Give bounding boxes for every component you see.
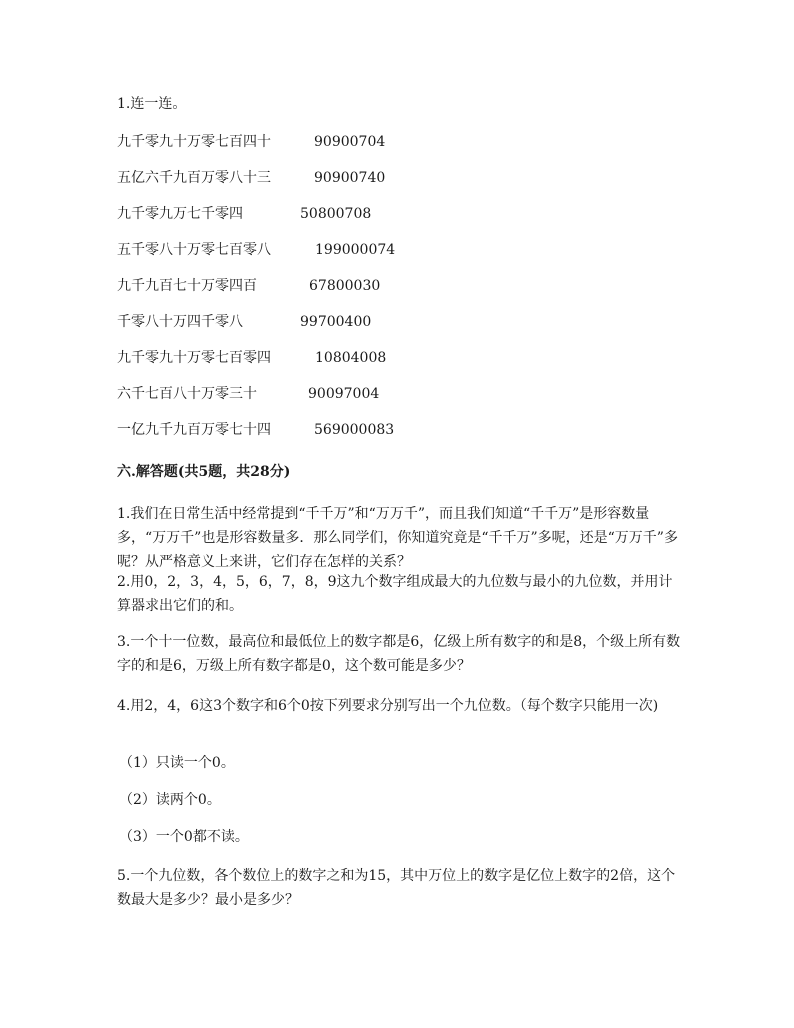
matching-left-text: 五千零八十万零七百零八	[117, 242, 271, 258]
matching-heading: 1.连一连。	[117, 96, 187, 112]
matching-left-text: 一亿九千九百万零七十四	[117, 422, 271, 438]
matching-left-text: 九千零九十万零七百四十	[117, 134, 271, 150]
matching-row	[117, 240, 396, 260]
matching-right-number: 99700400	[300, 314, 372, 330]
question-4-part-2: （2）读两个0。	[119, 792, 221, 808]
question-2: 2.用0，2，3，4，5，6，7，8，9这九个数字组成最大的九位数与最小的九位数，并用计算器求出它们的和。	[117, 574, 673, 614]
matching-right-number: 90900740	[314, 170, 386, 186]
matching-row	[117, 312, 372, 332]
matching-left-text: 五亿六千九百万零八十三	[117, 170, 271, 186]
matching-row	[117, 420, 395, 440]
question-4-part-1: （1）只读一个0。	[119, 755, 235, 771]
matching-row	[117, 168, 386, 188]
section-title: 六.解答题(共5题，共28分)	[117, 464, 291, 480]
question-4: 4.用2，4，6这3个数字和6个0按下列要求分别写出一个九位数。（每个数字只能用一次)	[117, 698, 659, 714]
matching-row	[117, 384, 380, 404]
matching-left-text: 千零八十万四千零八	[117, 314, 243, 330]
matching-row	[117, 348, 387, 368]
matching-left-text: 九千零九万七千零四	[117, 206, 243, 222]
matching-right-number: 50800708	[300, 206, 372, 222]
matching-right-number: 10804008	[315, 350, 387, 366]
matching-right-number: 569000083	[314, 422, 395, 438]
matching-left-text: 六千七百八十万零三十	[117, 386, 257, 402]
matching-right-number: 67800030	[309, 278, 381, 294]
matching-left-text: 九千零九十万零七百零四	[117, 350, 271, 366]
matching-row	[117, 204, 372, 224]
matching-row	[117, 132, 386, 152]
matching-left-text: 九千九百七十万零四百	[117, 278, 257, 294]
question-5: 5.一个九位数，各个数位上的数字之和为15，其中万位上的数字是亿位上数字的2倍，这个数最大是多少？最小是多少？	[117, 868, 676, 908]
matching-right-number: 90900704	[314, 134, 386, 150]
question-4-part-3: （3）一个0都不读。	[119, 829, 249, 845]
matching-right-number: 199000074	[315, 242, 396, 258]
question-3: 3.一个十一位数，最高位和最低位上的数字都是6，亿级上所有数字的和是8，个级上所有数字的和是6，万级上所有数字都是0，这个数可能是多少？	[117, 634, 681, 674]
matching-row	[117, 276, 381, 296]
matching-right-number: 90097004	[308, 386, 380, 402]
question-1: 1.我们在日常生活中经常提到“千千万”和“万万千”，而且我们知道“千千万”是形容数量多，“万万千”也是形容数量多．那么同学们，你知道究竟是“千千万”多呢，还是“万万千”多呢？从严格意义上来讲，它们存在怎样的关系？	[117, 506, 678, 570]
